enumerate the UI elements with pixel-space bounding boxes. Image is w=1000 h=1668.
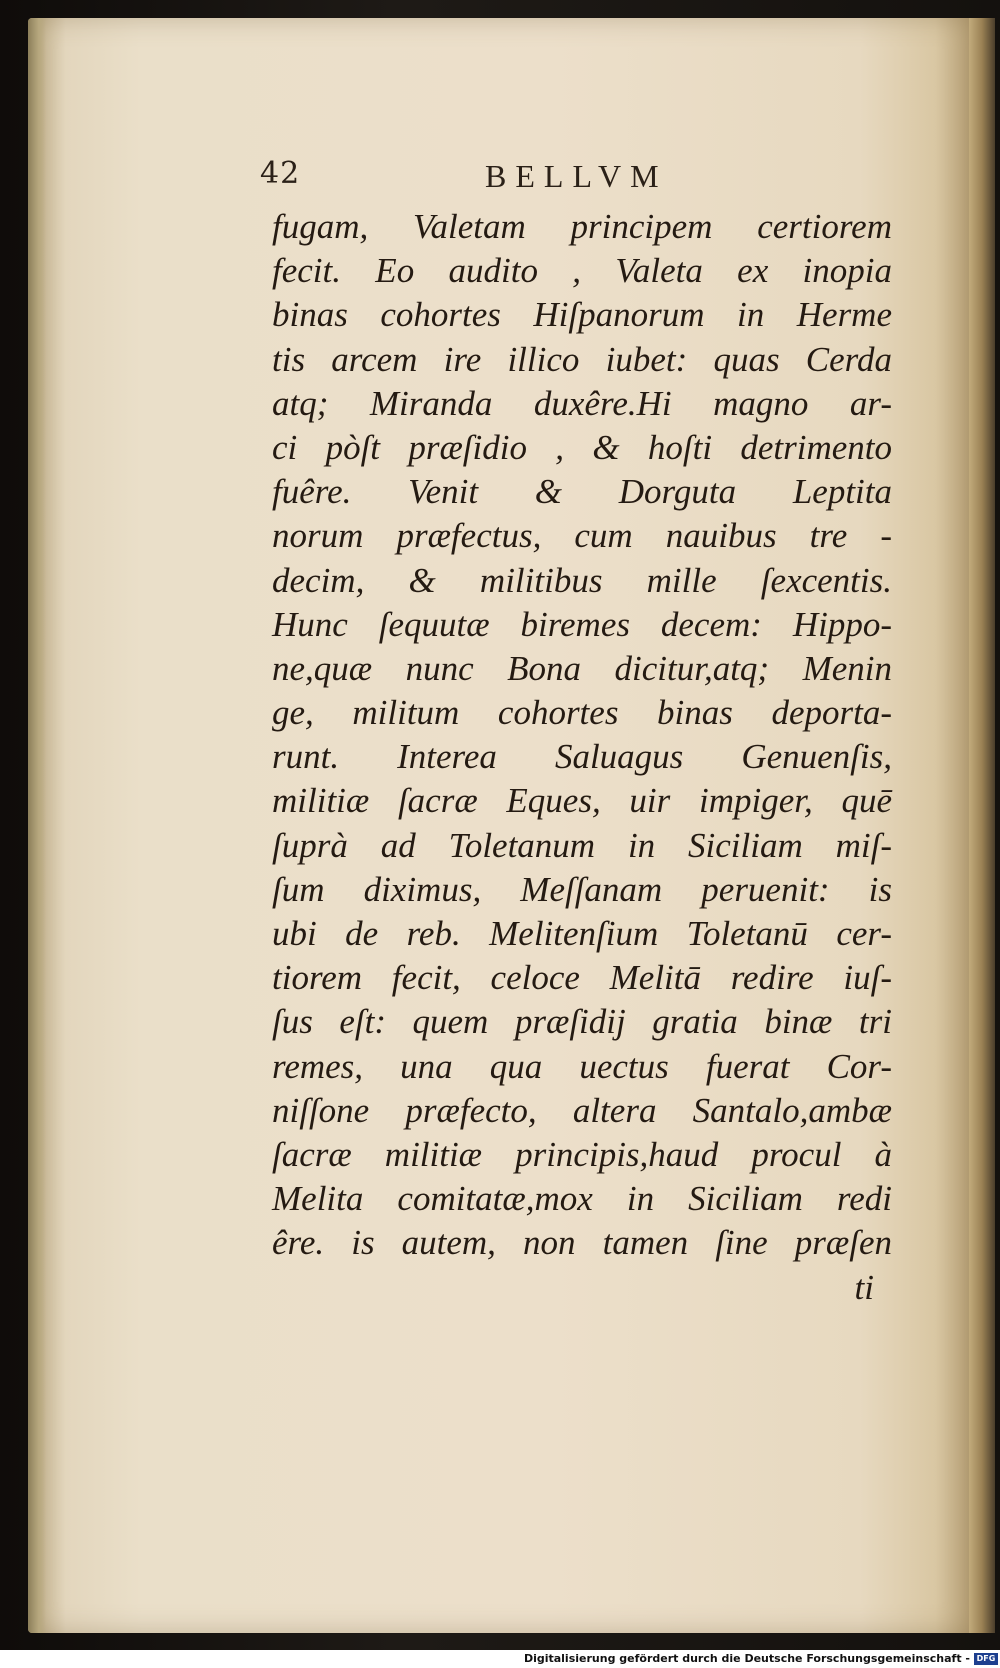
text-line: decim, & militibus mille ſexcentis. (272, 560, 892, 600)
text-line: êre. is autem, non tamen ſine præſen (272, 1223, 892, 1263)
body-text (272, 205, 892, 1310)
text-line: ſacræ militiæ principis,haud procul à (272, 1134, 892, 1174)
funding-credit: Digitalisierung gefördert durch die Deutsche Forschungsgemeinschaft - (523, 1652, 970, 1665)
page-header (260, 150, 900, 200)
text-line: remes, una qua uectus fuerat Cor- (272, 1046, 892, 1086)
text-line: militiæ ſacræ Eques, uir impiger, quē (272, 781, 892, 821)
text-line: ne,quæ nunc Bona dicitur,atq; Menin (272, 648, 892, 688)
text-line: ge, militum cohortes binas deporta- (272, 693, 892, 733)
text-line: ci pòſt præſidio , & hoſti detrimento (272, 427, 892, 467)
text-line: niſſone præfecto, altera Santalo,ambæ (272, 1090, 892, 1130)
catchword: ti (854, 1267, 874, 1307)
page-gutter (28, 18, 46, 1633)
text-line: Hunc ſequutæ biremes decem: Hippo- (272, 604, 892, 644)
text-line: atq; Miranda duxêre.Hi magno ar- (272, 383, 892, 423)
footer-bar (0, 1650, 1000, 1668)
running-title: BELLVM (485, 158, 668, 194)
text-line: ſuprà ad Toletanum in Siciliam miſ- (272, 825, 892, 865)
text-line: fuêre. Venit & Dorguta Leptita (272, 472, 892, 512)
text-line: tiorem fecit, celoce Melitā redire iuſ- (272, 958, 892, 998)
text-line: norum præfectus, cum nauibus tre - (272, 516, 892, 556)
text-line: ubi de reb. Melitenſium Toletanū cer- (272, 914, 892, 953)
text-line: Melita comitatæ,mox in Siciliam redi (272, 1179, 892, 1219)
dfg-logo-icon: DFG (974, 1653, 998, 1665)
text-line: ſum diximus, Meſſanam peruenit: is (272, 869, 892, 909)
text-line: fecit. Eo audito , Valeta ex inopia (272, 251, 892, 291)
page-number: 42 (260, 156, 301, 191)
text-line: fugam, Valetam principem certiorem (272, 207, 892, 246)
text-line: ſus eſt: quem præſidij gratia binæ tri (272, 1002, 892, 1042)
page-edge (969, 18, 995, 1633)
text-line: runt. Interea Saluagus Genuenſis, (272, 737, 892, 777)
text-line: binas cohortes Hiſpanorum in Herme (272, 295, 892, 335)
text-line: tis arcem ire illico iubet: quas Cerda (272, 339, 892, 379)
